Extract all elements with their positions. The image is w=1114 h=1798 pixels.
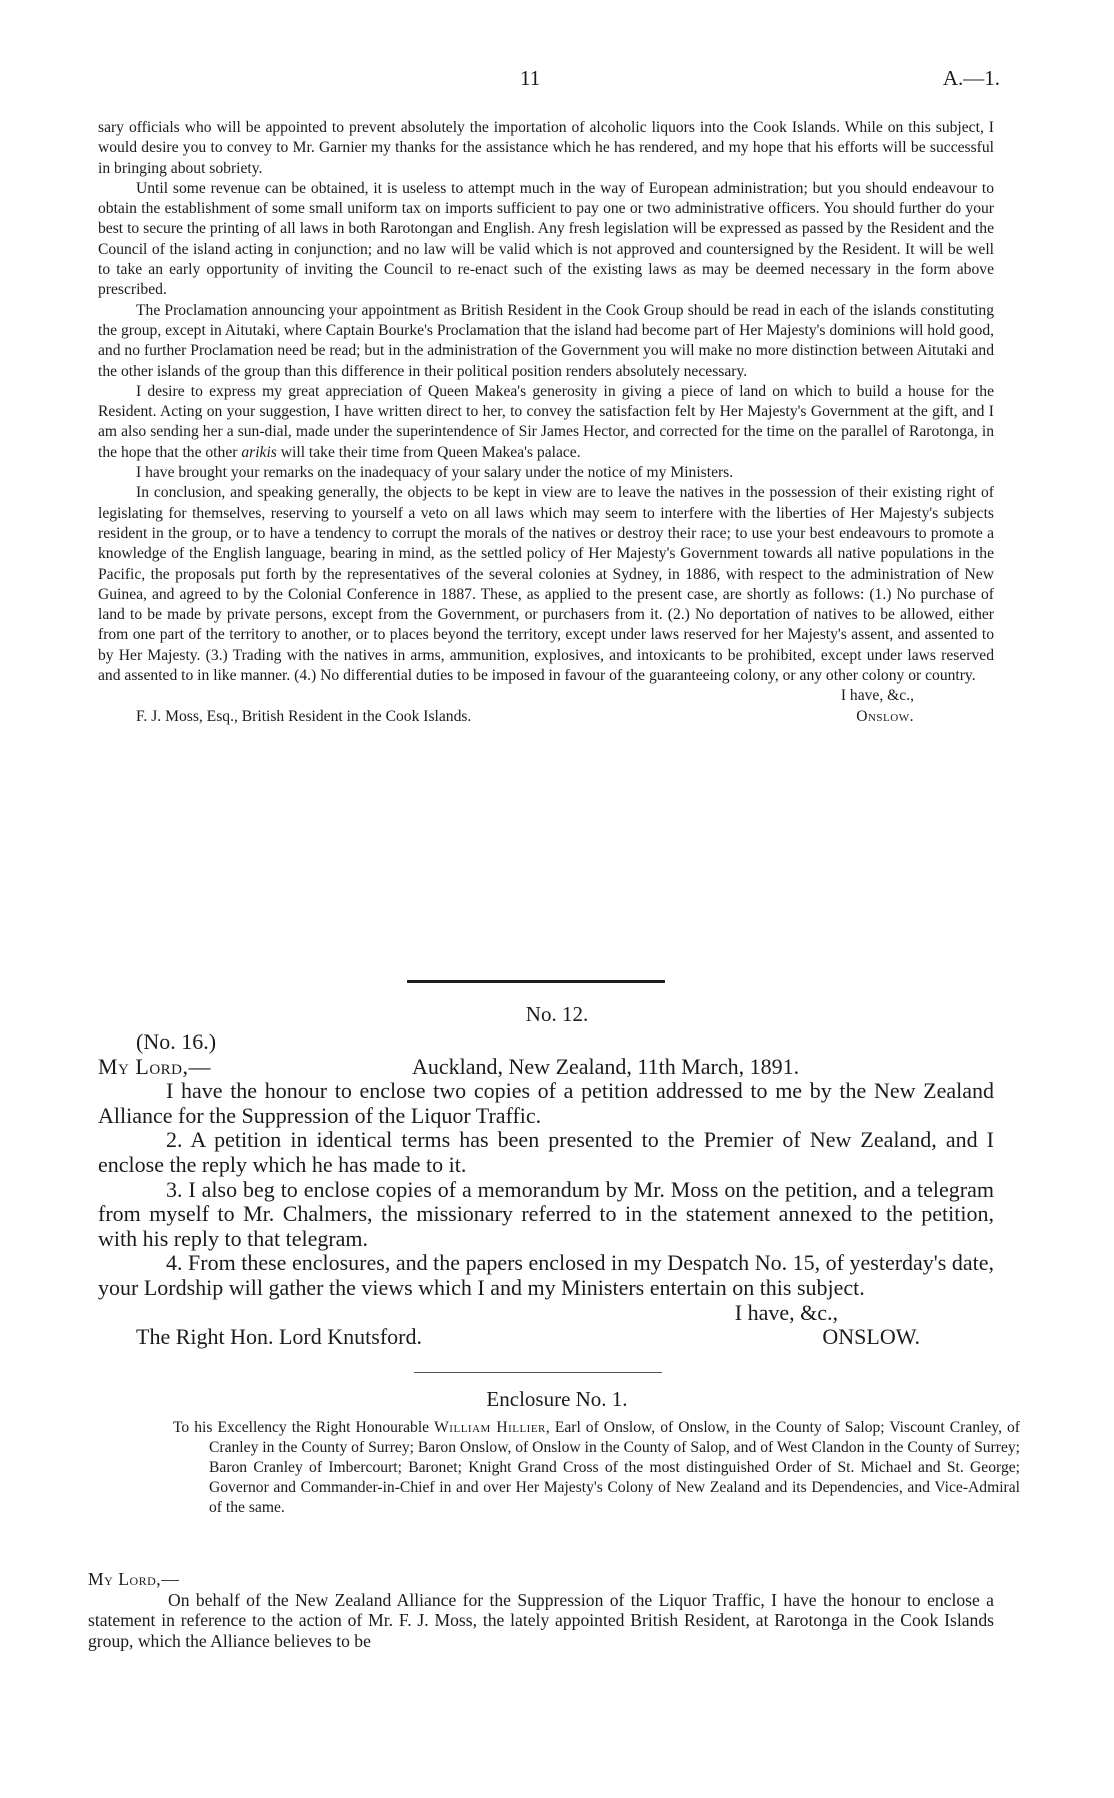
signature-line	[98, 707, 994, 727]
place-date: Auckland, New Zealand, 11th March, 1891.	[412, 1053, 800, 1079]
page-reference: A.—1.	[942, 66, 1000, 90]
addressee-name: William Hillier	[434, 1419, 546, 1436]
despatch-number: (No. 16.)	[136, 1029, 217, 1054]
despatch-continued	[98, 118, 994, 727]
paragraph: I have brought your remarks on the inadequacy of your salary under the notice of my Ministers.	[136, 464, 734, 482]
despatch-no12	[98, 1030, 994, 1350]
closing-phrase: I have, &c.,	[840, 687, 914, 705]
paragraph: sary officials who will be appointed to prevent absolutely the importation of alcoholic liquors into the Cook Islands. While on this subject, I would desire you to convey to Mr. Garnier my thanks for the assistance which he has rendered, and my hope that his efforts will be successful in bringing about sobriety.	[98, 119, 994, 177]
section-divider	[414, 1372, 662, 1373]
enclosure-title: Enclosure No. 1.	[486, 1387, 628, 1411]
salutation: My Lord,—	[98, 1053, 212, 1079]
page-number: 11	[520, 66, 541, 90]
enclosure-letter	[88, 1569, 994, 1651]
salutation: My Lord,—	[88, 1569, 180, 1589]
enclosure-address: To his Excellency the Right Honourable William Hillier, Earl of Onslow, of Onslow, in the County of Salop; Viscount Cranley, of Cranley in the County of Surrey; Baron Onslow, of Onslow in the County of Salop, and of West Clandon in the County of Surrey; Baron Cranley of Imbercourt; Baronet; Knight Grand Cross of the most distinguished Order of St. Michael and St. George; Governor and Commander-in-Chief in and over Her Majesty's Colony of New Zealand and its Dependencies, and Vice-Admiral of the same.	[173, 1419, 1020, 1517]
paragraph: 2. A petition in identical terms has been presented to the Premier of New Zealand, and I enclose the reply which he has made to it.	[98, 1127, 994, 1177]
paragraph: I have the honour to enclose two copies of a petition addressed to me by the New Zealand Alliance for the Suppression of the Liquor Traffic.	[98, 1078, 994, 1128]
paragraph: 4. From these enclosures, and the papers enclosed in my Despatch No. 15, of yesterday's date, your Lordship will gather the views which I and my Ministers entertain on this subject.	[98, 1250, 994, 1300]
closing-phrase: I have, &c.,	[734, 1299, 838, 1325]
paragraph: In conclusion, and speaking generally, the objects to be kept in view are to leave the natives in the possession of their existing right of legislating for themselves, reserving to yourself a veto on all laws which may seem to interfere with the liberties of Her Majesty's subjects resident in the group, or to have a tendency to corrupt the morals of the natives or destroy their race; to use your best endeavours to promote a knowledge of the English language, bearing in mind, as the settled policy of Her Majesty's Government towards all native populations in the Pacific, the proposals put forth by the representatives of the several colonies at Sydney, in 1886, with respect to the administration of New Guinea, and agreed to by the Colonial Conference in 1887. These, as applied to the present case, are shortly as follows: (1.) No purchase of land to be made by private persons, except from the Government, or purchasers from it. (2.) No deportation of natives to be allowed, either from one part of the territory to another, or to places beyond the territory, except under laws reserved for her Majesty's assent, and assented to by Her Majesty. (3.) Trading with the natives in arms, ammunition, explosives, and intoxicants to be prohibited, except under laws reserved and assented to in like manner. (4.) No differential duties to be imposed in favour of the guaranteeing colony, or any other colony or country.	[98, 484, 994, 685]
section-heading: No. 12.	[525, 1002, 589, 1026]
addressee: The Right Hon. Lord Knutsford.	[136, 1324, 422, 1350]
addressee: F. J. Moss, Esq., British Resident in the Cook Islands.	[136, 707, 472, 725]
section-divider	[407, 980, 665, 983]
italic-term: arikis	[241, 443, 277, 461]
signature: Onslow.	[856, 707, 914, 725]
closing-line	[98, 686, 994, 706]
paragraph: I desire to express my great appreciation of Queen Makea's generosity in giving a piece of land on which to build a house for the Resident. Acting on your suggestion, I have written direct to her, to convey the satisfaction felt by Her Majesty's Government at the gift, and I am also sending her a sun-dial, made under the superintendence of Sir James Hector, and corrected for the time on the parallel of Rarotonga, in the hope that the other arikis will take their time from Queen Makea's palace.	[98, 382, 994, 461]
paragraph: Until some revenue can be obtained, it is useless to attempt much in the way of European administration; but you should endeavour to obtain the establishment of some small uniform tax on imports sufficient to pay one or two administrative officers. You should further do your best to secure the printing of all laws in both Rarotongan and English. Any fresh legislation will be expressed as passed by the Resident and the Council of the island acting in conjunction; and no law will be valid which is not approved and countersigned by the Resident. It will be well to take an early opportunity of inviting the Council to re-enact such of the existing laws as may be deemed necessary in the form above prescribed.	[98, 179, 994, 299]
paragraph: On behalf of the New Zealand Alliance for the Suppression of the Liquor Traffic, I have the honour to enclose a statement in reference to the action of Mr. F. J. Moss, the lately appointed British Resident, at Rarotonga in the Cook Islands group, which the Alliance believes to be	[88, 1589, 994, 1651]
page-header	[0, 66, 1114, 96]
signature: ONSLOW.	[822, 1324, 920, 1350]
paragraph: 3. I also beg to enclose copies of a memorandum by Mr. Moss on the petition, and a telegram from myself to Mr. Chalmers, the missionary referred to in the statement annexed to the petition, with his reply to that telegram.	[98, 1176, 994, 1251]
paragraph: The Proclamation announcing your appointment as British Resident in the Cook Group should be read in each of the islands constituting the group, except in Aitutaki, where Captain Bourke's Proclamation that the island had become part of Her Majesty's dominions will hold good, and no further Proclamation need be read; but in the administration of the Government you will make no more distinction between Aitutaki and the other islands of the group than this difference in their political position renders absolutely necessary.	[98, 301, 995, 380]
